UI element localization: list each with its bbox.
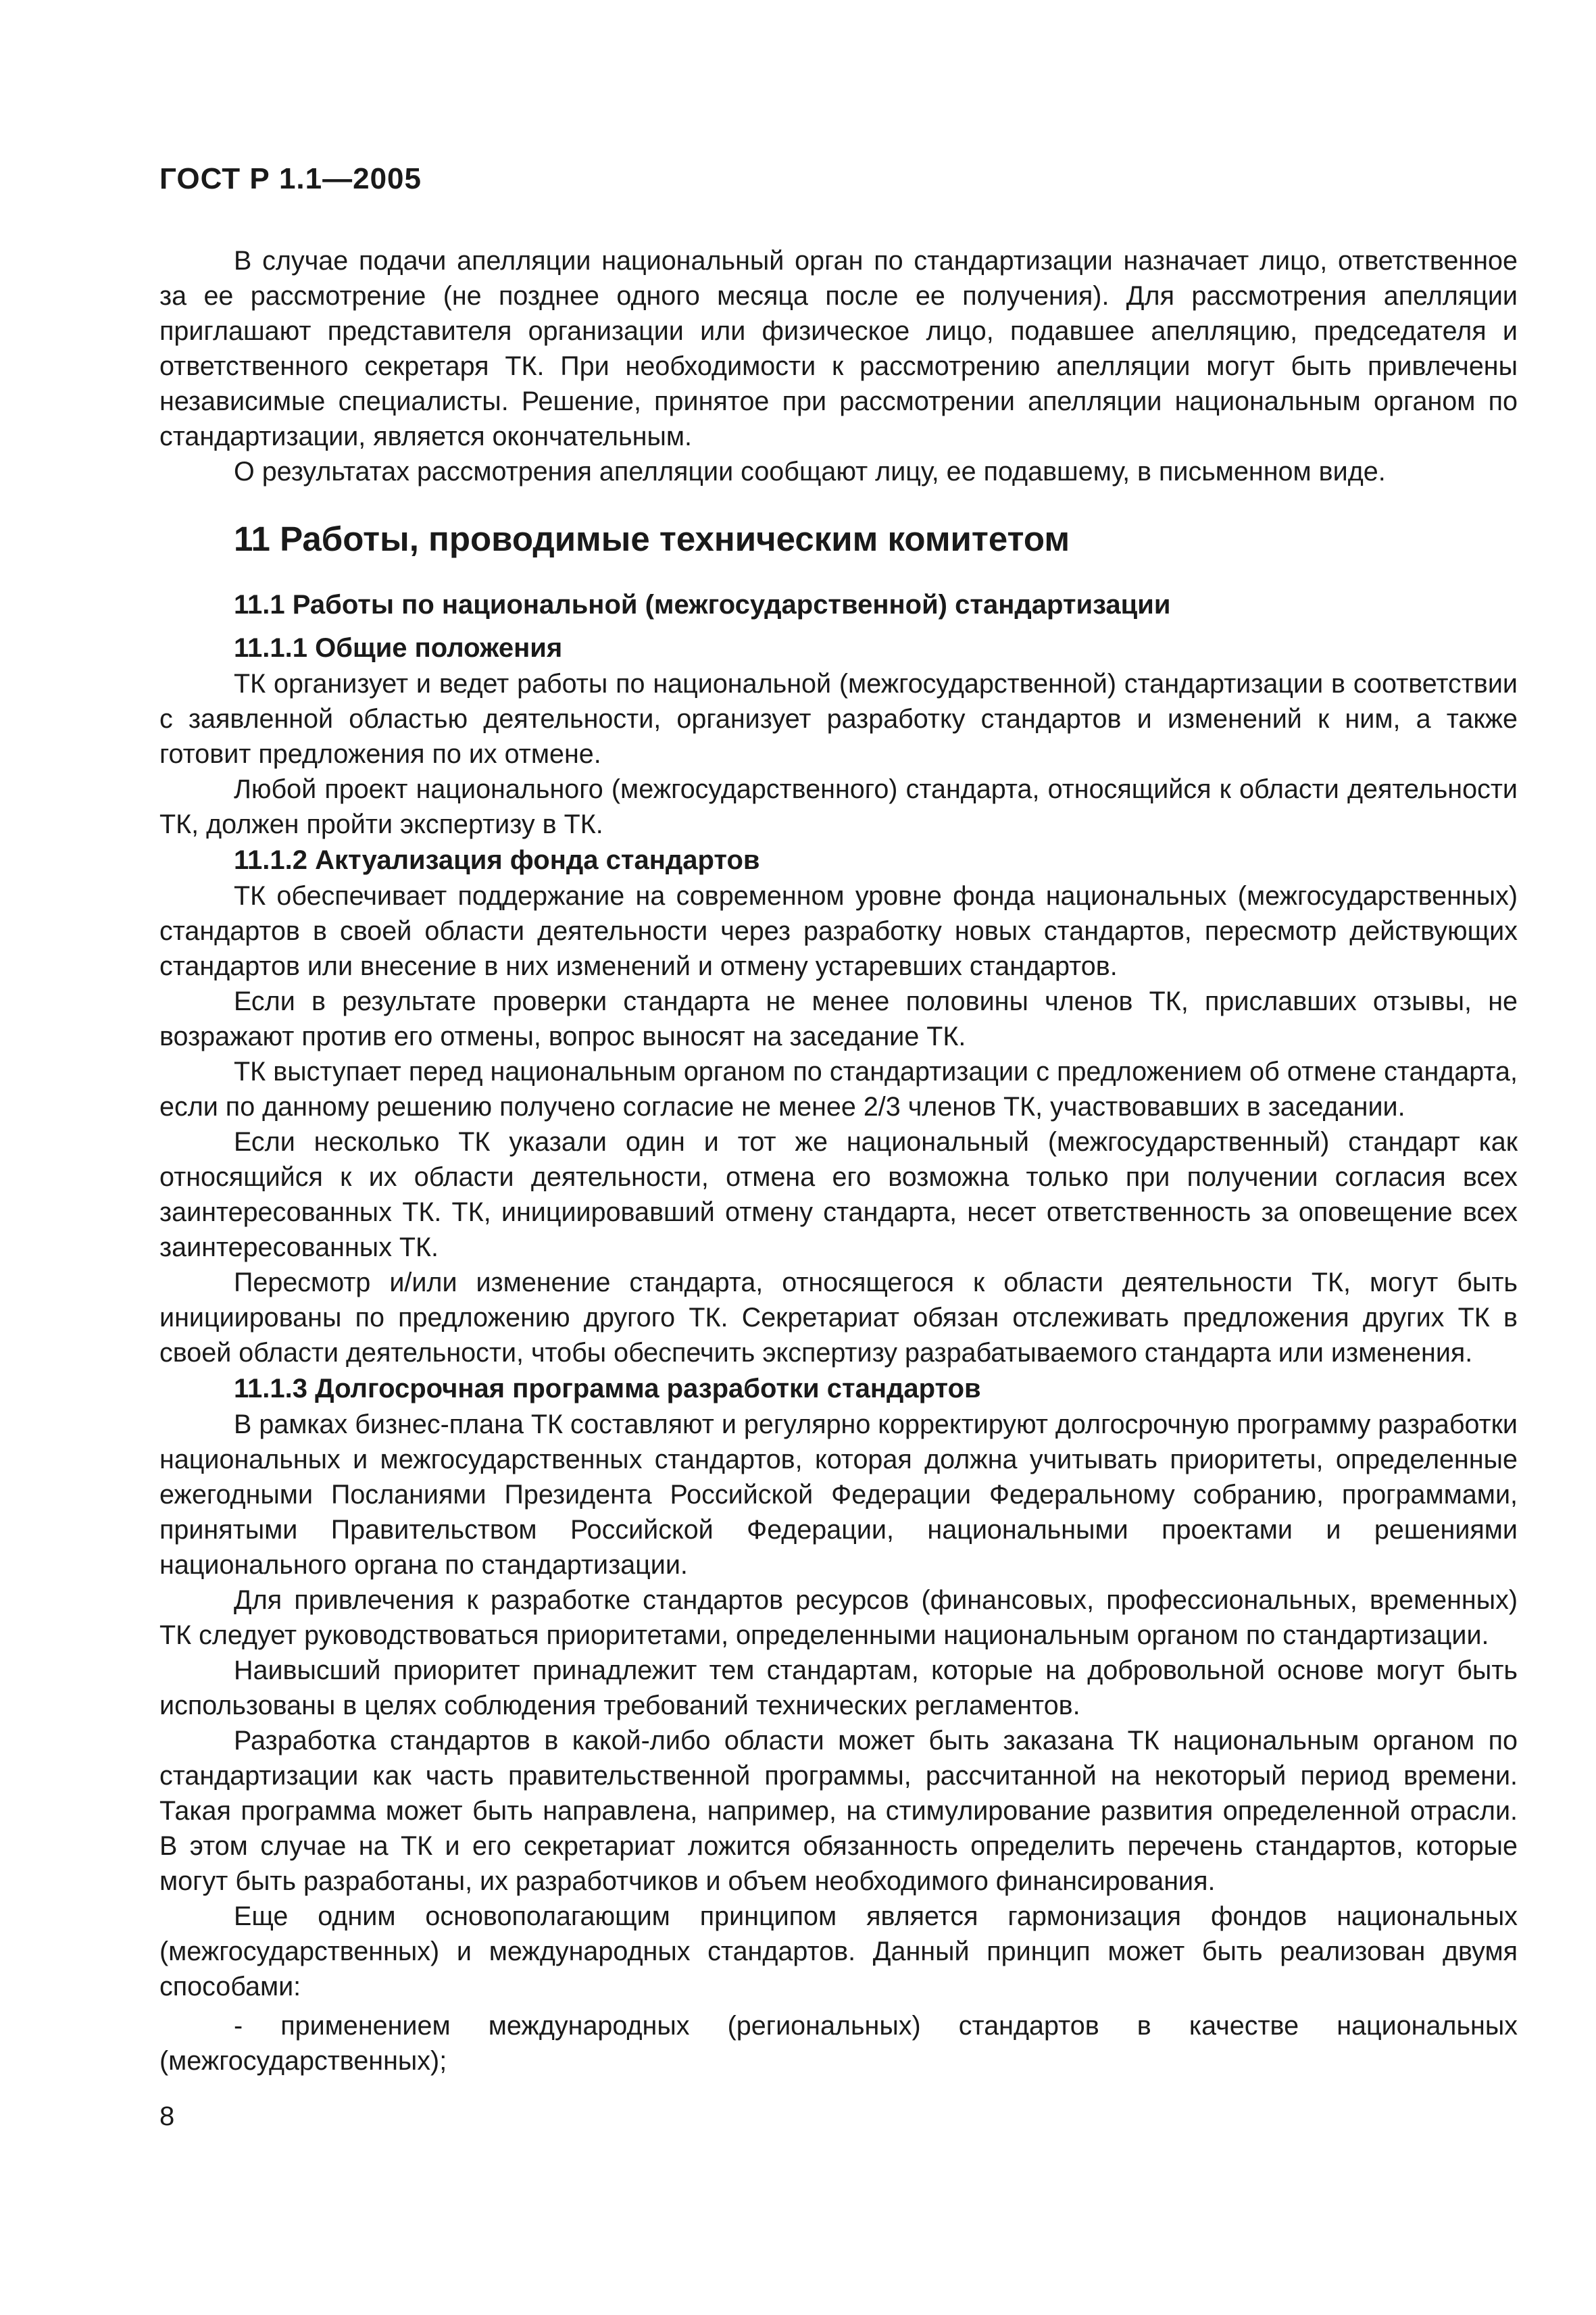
s11-1-1-paragraph-1: ТК организует и ведет работы по национальной (межгосударственной) стандартизации в соответствии с заявленной областью деятельности, организует разработку стандартов и изменений к ним, а также готовит предложения по их отмене. (159, 669, 1518, 769)
section-11-1-title: 11.1 Работы по национальной (межгосударственной) стандартизации (234, 590, 1171, 620)
section-11-title: 11 Работы, проводимые техническим комитетом (234, 520, 1070, 558)
section-11-1-2-title: 11.1.2 Актуализация фонда стандартов (234, 845, 760, 875)
document-page (159, 162, 1518, 2078)
s11-1-3-paragraph-1: В рамках бизнес-плана ТК составляют и регулярно корректируют долгосрочную программу разработки национальных и межгосударственных стандартов, которая должна учитывать приоритеты, определенные ежегодными Посланиями Президента Российской Федерации Федеральному собранию, программами, принятыми Правительством Российской Федерации, национальными проектами и решениями национального органа по стандартизации. (159, 1410, 1518, 1580)
s11-1-2-paragraph-5: Пересмотр и/или изменение стандарта, относящегося к области деятельности ТК, могут быть инициированы по предложению другого ТК. Секретариат обязан отслеживать предложения других ТК в своей области деятельности, чтобы обеспечить экспертизу разрабатываемого стандарта или изменения. (159, 1268, 1518, 1368)
page-number: 8 (159, 2101, 175, 2131)
section-11-1-3-title: 11.1.3 Долгосрочная программа разработки стандартов (234, 1374, 981, 1403)
list-item: - применением международных (региональных) стандартов в качестве национальных (межгосударственных); (159, 2011, 1518, 2076)
s11-1-3-paragraph-2: Для привлечения к разработке стандартов ресурсов (финансовых, профессиональных, временных) ТК следует руководствоваться приоритетами, определенными национальным органом по стандартизации. (159, 1585, 1518, 1650)
s11-1-3-paragraph-4: Разработка стандартов в какой-либо области может быть заказана ТК национальным органом по стандартизации как часть правительственной программы, рассчитанной на некоторый период времени. Такая программа может быть направлена, например, на стимулирование развития определенной отрасли. В этом случае на ТК и его секретариат ложится обязанность определить перечень стандартов, которые могут быть разработаны, их разработчиков и объем необходимого финансирования. (159, 1726, 1518, 1896)
intro-paragraph-2: О результатах рассмотрения апелляции сообщают лицу, ее подавшему, в письменном виде. (234, 457, 1386, 487)
s11-1-3-paragraph-3: Наивысший приоритет принадлежит тем стандартам, которые на добровольной основе могут быть использованы в целях соблюдения требований технических регламентов. (159, 1656, 1518, 1720)
s11-1-2-paragraph-3: ТК выступает перед национальным органом по стандартизации с предложением об отмене стандарта, если по данному решению получено согласие не менее 2/3 членов ТК, участвовавших в заседании. (159, 1057, 1518, 1122)
s11-1-3-paragraph-5: Еще одним основополагающим принципом является гармонизация фондов национальных (межгосударственных) и международных стандартов. Данный принцип может быть реализован двумя способами: (159, 1901, 1518, 2001)
s11-1-2-paragraph-2: Если в результате проверки стандарта не менее половины членов ТК, приславших отзывы, не возражают против его отмены, вопрос выносят на заседание ТК. (159, 987, 1518, 1051)
document-code-header: ГОСТ Р 1.1—2005 (159, 162, 422, 195)
s11-1-2-paragraph-4: Если несколько ТК указали один и тот же национальный (межгосударственный) стандарт как относящийся к их области деятельности, отмена его возможна только при получении согласия всех заинтересованных ТК. ТК, инициировавший отмену стандарта, несет ответственность за оповещение всех заинтересованных ТК. (159, 1127, 1518, 1262)
intro-paragraph-1: В случае подачи апелляции национальный орган по стандартизации назначает лицо, ответственное за ее рассмотрение (не позднее одного месяца после ее получения). Для рассмотрения апелляции приглашают представителя организации или физическое лицо, подавшее апелляцию, председателя и ответственного секретаря ТК. При необходимости к рассмотрению апелляции могут быть привлечены независимые специалисты. Решение, принятое при рассмотрении апелляции национальным органом по стандартизации, является окончательным. (159, 246, 1518, 451)
s11-1-1-paragraph-2: Любой проект национального (межгосударственного) стандарта, относящийся к области деятельности ТК, должен пройти экспертизу в ТК. (159, 774, 1518, 839)
section-11-1-1-title: 11.1.1 Общие положения (234, 633, 563, 663)
s11-1-2-paragraph-1: ТК обеспечивает поддержание на современном уровне фонда национальных (межгосударственных) стандартов в своей области деятельности через разработку новых стандартов, пересмотр действующих стандартов или внесение в них изменений и отмену устаревших стандартов. (159, 881, 1518, 981)
